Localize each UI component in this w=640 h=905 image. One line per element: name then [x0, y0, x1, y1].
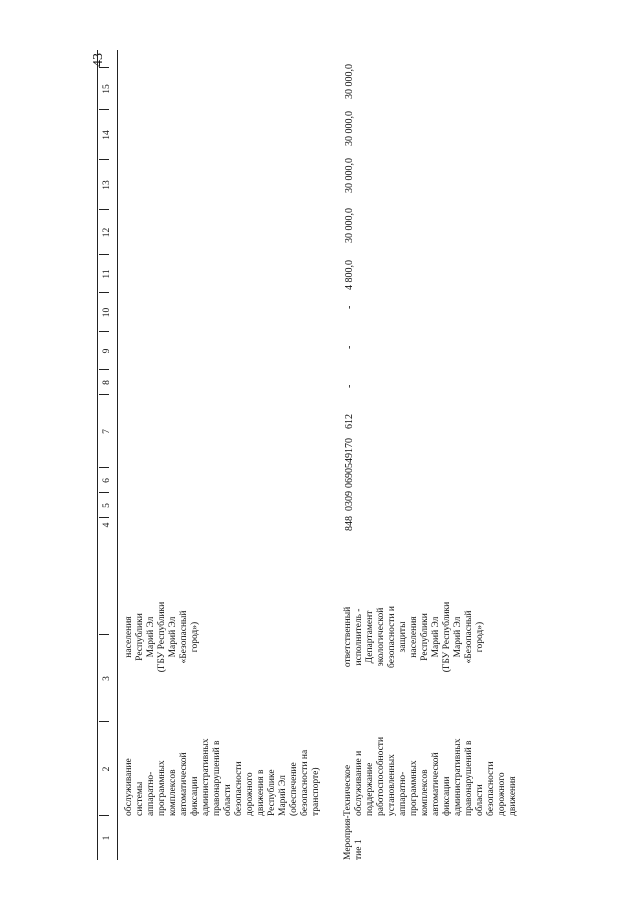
rotated-table	[93, 50, 553, 860]
header-col-12: 12	[102, 227, 112, 238]
header-col-7: 7	[102, 429, 112, 434]
header-col-1: 1	[102, 835, 112, 841]
continued-row-col3: населения Республики Марий Эл (ГБУ Республики Марий Эл «Безопасный город»)	[124, 601, 200, 673]
activity-row-col11: 4 800,0	[344, 260, 355, 290]
header-col-6: 6	[102, 478, 112, 483]
page-number: 43	[91, 53, 106, 67]
activity-row-col9: -	[344, 345, 355, 349]
activity-row-col13: 30 000,0	[344, 158, 355, 193]
header-col-8: 8	[102, 380, 112, 385]
header-col-2: 2	[102, 766, 112, 772]
activity-row-rzpr: 0309	[344, 491, 355, 511]
continued-row-col2: обслуживание системы аппаратно- программных комплексов автоматической фиксации административных правонарушений в области безопасности дорожного движения в Республике Марий Эл (обеспечение безопасности на транспорте)	[124, 738, 321, 816]
header-col-3: 3	[102, 676, 112, 681]
activity-row-col15: 30 000,0	[344, 64, 355, 99]
header-col-10: 10	[102, 307, 112, 318]
header-col-14: 14	[102, 130, 112, 140]
activity-row-col1: Мероприя- тие 1	[343, 815, 364, 860]
activity-row-col10: -	[344, 305, 355, 309]
header-col-5: 5	[102, 503, 112, 508]
header-top-line	[97, 50, 98, 860]
activity-row-vr: 612	[344, 414, 355, 429]
header-col-9: 9	[102, 348, 112, 354]
activity-row-col12: 30 000,0	[344, 208, 355, 243]
activity-row-col3: ответственный исполнитель - Департамент экологической безопасности и защиты населения Республики Марий Эл (ГБУ Республики Марий Эл «Безопасный город»)	[343, 601, 485, 673]
activity-row-grbs: 848	[344, 516, 355, 531]
activity-row-csr: 0690549170	[344, 438, 355, 488]
header-col-4: 4	[102, 522, 112, 528]
activity-row-col14: 30 000,0	[344, 111, 355, 146]
header-bottom-line	[117, 50, 118, 860]
activity-row-col8: -	[344, 384, 355, 388]
activity-row-col2: Техническое обслуживание и поддержание работоспособности установленных аппаратно- программных комплексов автоматической фиксации административных правонарушений в области безопасности дорожного движения	[343, 736, 518, 816]
header-col-15: 15	[102, 84, 112, 94]
header-col-11: 11	[102, 269, 112, 279]
header-col-13: 13	[102, 180, 112, 190]
